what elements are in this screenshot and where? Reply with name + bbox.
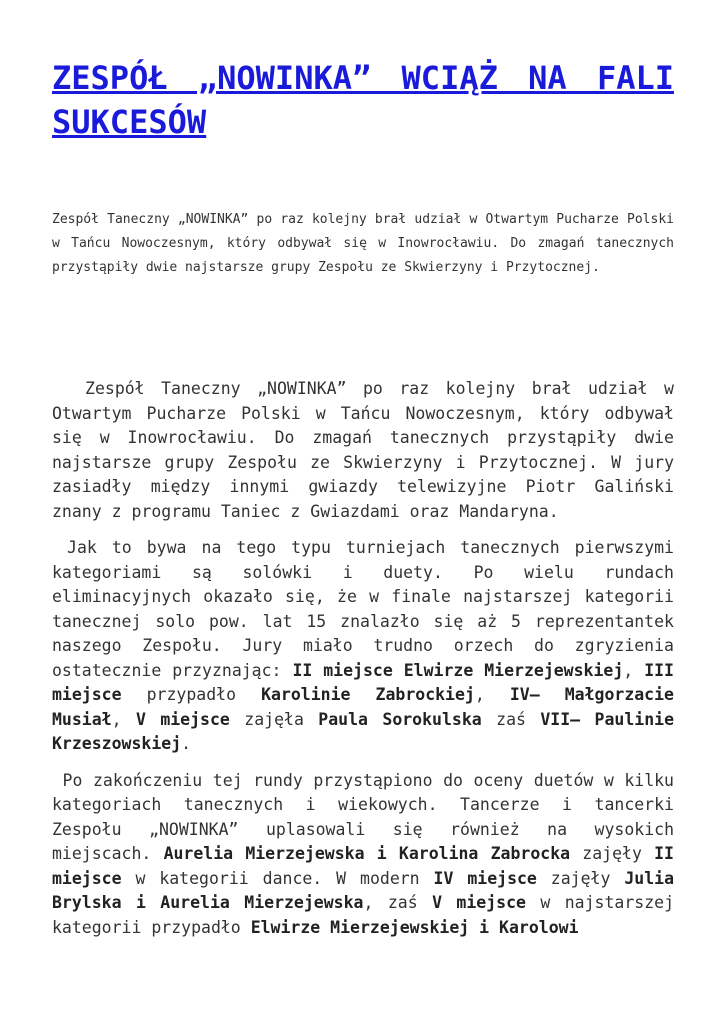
p2-text-3: przypadło — [121, 685, 262, 704]
p3-text-2: zajęły — [570, 844, 655, 863]
p2-bold-5: V miejsce — [135, 709, 230, 729]
p3-bold-1: Aurelia Mierzejewska i Karolina Zabrocka — [163, 844, 571, 863]
p3-text-5: , zaś — [363, 893, 433, 912]
article-title-link[interactable]: ZESPÓŁ „NOWINKA” WCIĄŻ NA FALI SUKCESÓW — [52, 59, 674, 141]
p3-text-1: Po zakończeniu tej rundy przystąpiono do oceny duetów w kilku kategoriach tanecznych i wiekowych. Tancerze i tancerki Zespołu „NOWINKA” uplasowali się również na wysokich miejscach. — [52, 770, 674, 863]
p2-bold-2: III miejsce — [52, 660, 674, 704]
p2-bold-7: VII– Paulinie Krzeszowskiej — [52, 709, 674, 753]
p2-text-5: , — [111, 709, 136, 729]
p2-text-1: Jak to bywa na tego typu turniejach tanecznych pierwszymi kategoriami są solówki i duety. Po wielu rundach eliminacyjnych okazało się, że w finale najstarszej kategorii tanecznej solo pow. lat 15 znalazło się aż 5 reprezentantek naszego Zespołu. Jury miało trudno orzech do zgryzienia ostatecznie przyznając: — [52, 538, 674, 680]
p3-text-3: w kategorii dance. W modern — [121, 868, 434, 888]
p3-bold-2: II miejsce — [52, 844, 674, 888]
article-body — [52, 377, 674, 952]
paragraph-1-text: Zespół Taneczny „NOWINKA” po raz kolejny brał udział w Otwartym Pucharze Polski w Tańcu Nowoczesnym, który odbywał się w Inowrocławiu. Do zmagań tanecznych przystąpiły dwie najstarsze grupy Zespołu ze Skwierzyny i Przytocznej. W jury zasiadły między innymi gwiazdy telewizyjne Piotr Galiński znany z programu Taniec z Gwiazdami oraz Mandaryna. — [52, 379, 674, 521]
p3-bold-6: Elwirze Mierzejewskiej i Karolowi — [250, 917, 579, 937]
p3-text-4: zajęły — [536, 868, 625, 888]
p2-bold-3: Karolinie Zabrockiej — [261, 685, 475, 704]
paragraph-1 — [52, 377, 674, 524]
p3-bold-3: IV miejsce — [433, 868, 537, 888]
p2-bold-6: Paula Sorokulska — [318, 709, 482, 729]
p2-bold-4: IV– Małgorzacie Musiał — [52, 685, 674, 729]
article-title — [52, 56, 674, 144]
p2-text-2: , — [623, 660, 645, 680]
paragraph-3 — [52, 769, 674, 941]
article-excerpt: Zespół Taneczny „NOWINKA” po raz kolejny brał udział w Otwartym Pucharze Polski w Tańcu Nowoczesnym, który odbywał się w Inowrocławiu. Do zmagań tanecznych przystąpiły dwie najstarsze grupy Zespołu ze Skwierzyny i Przytocznej. — [52, 212, 674, 275]
paragraph-2 — [52, 536, 674, 757]
p2-text-7: zaś — [481, 709, 541, 729]
p3-bold-4: Julia Brylska i Aurelia Mierzejewska — [52, 868, 674, 912]
p2-bold-1: II miejsce Elwirze Mierzejewskiej — [292, 660, 624, 680]
p2-text-4: , — [474, 685, 510, 704]
p2-text-8: . — [181, 734, 192, 753]
p3-text-6: w najstarszej kategorii przypadło — [52, 893, 675, 937]
p3-bold-5: V miejsce — [432, 893, 526, 912]
p2-text-6: zajęła — [229, 709, 319, 729]
